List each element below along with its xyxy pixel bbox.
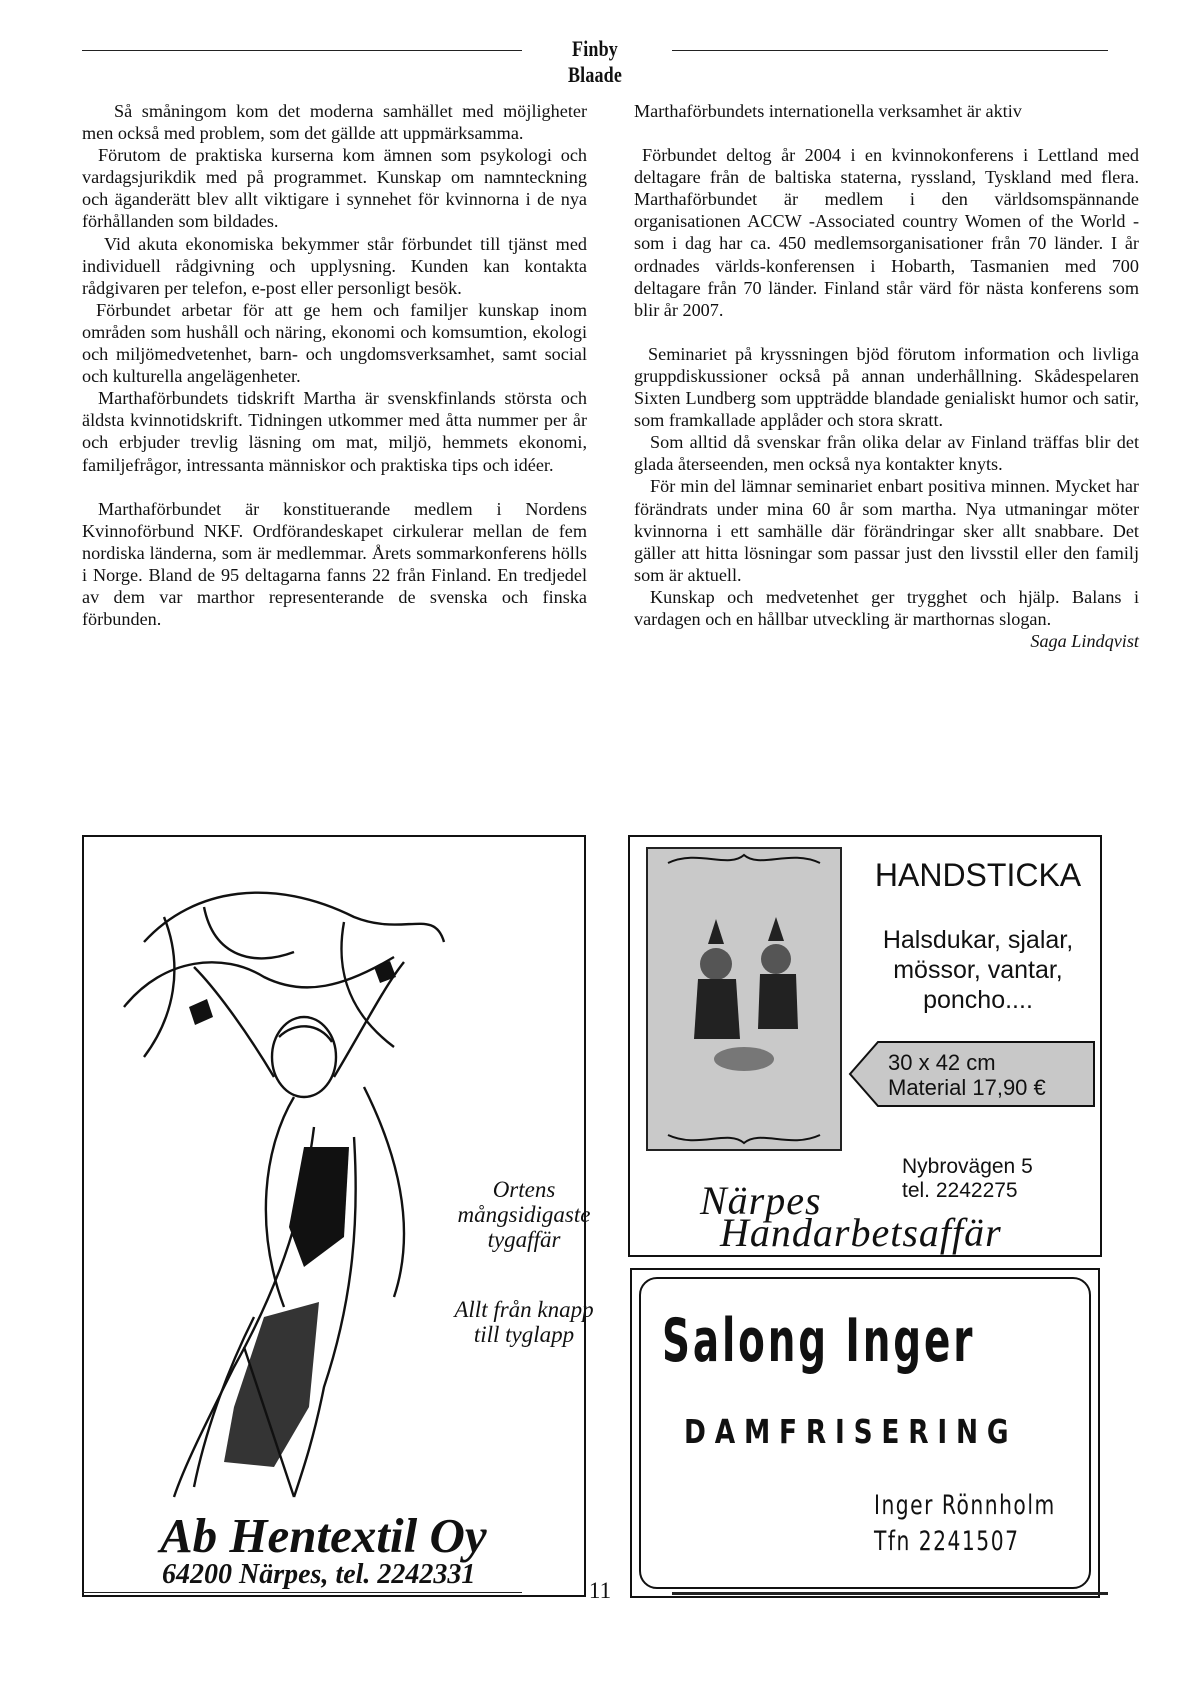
right-paragraph: Kunskap och medvetenhet ger trygghet och hjälp. Balans i vardagen och en hållbar utveckling är marthornas slogan. <box>634 586 1139 629</box>
right-column <box>634 100 1139 652</box>
signature: Saga Lindqvist <box>1030 631 1139 652</box>
footer-rule-left <box>82 1592 522 1593</box>
narpes-logo-line2: Handarbetsaffär <box>720 1210 1002 1255</box>
hentextil-tagline-2: Allt från knapp till tyglapp <box>454 1297 594 1347</box>
handsticka-price-tag: 30 x 42 cm Material 17,90 € <box>848 1040 1096 1108</box>
hentextil-tagline-1: Ortens mångsidigaste tygaffär <box>457 1177 591 1252</box>
woman-with-fabrics-illustration <box>104 847 464 1507</box>
left-column <box>82 100 587 630</box>
handsticka-address: Nybrovägen 5 tel. 2242275 <box>902 1155 1033 1202</box>
left-paragraph: Förbundet arbetar för att ge hem och familjer kunskap inom områden som hushåll och näring, ekonomi och komsumtion, ekologi och miljömedvetenhet, barn- och ungdomsverksamhet, samt social och kulturella angelägenheter. <box>82 299 587 387</box>
left-paragraph: Marthaförbundet är konstituerande medlem i Nordens Kvinnoförbund NKF. Ordförandeskapet cirkulerar mellan de fem nordiska länderna, som är medlemmar. Årets sommarkonferens hölls i Norge. Bland de 95 deltagarna fanns 22 från Finland. En tredjedel av dem var marthor representerande de svenska och finska förbunden. <box>82 498 587 630</box>
header-title: Finby Blaade <box>567 36 623 87</box>
left-paragraph: Marthaförbundets tidskrift Martha är svenskfinlands största och äldsta kvinnotidskrift. Tidningen utkommer med åtta nummer per år och erbjuder trevlig läsning om mat, miljö, hemmets ekonomi, familjefrågor, intressanta människor och praktiska tips och idéer. <box>82 388 587 475</box>
hentextil-name: Ab Hentextil Oy <box>160 1508 487 1563</box>
header-rule-right <box>672 50 1108 51</box>
right-paragraph: Som alltid då svenskar från olika delar av Finland träffas blir det glada återseenden, men också nya kontakter knyts. <box>634 432 1139 475</box>
salong-name: Salong Inger <box>662 1306 976 1376</box>
salong-inger-ad <box>630 1268 1100 1598</box>
handsticka-ad <box>628 835 1102 1257</box>
left-paragraph: Förutom de praktiska kurserna kom ämnen som psykologi och vardagsjurikdik med på programmet. Kunskap om namnteckning och äganderätt blev allt viktigare i synnehet för kvinnorna i de nya förhållanden som bildades. <box>82 145 587 232</box>
embroidery-picture <box>646 847 842 1151</box>
left-paragraph: Så småningom kom det moderna samhället med möjligheter men också med problem, som det gällde att uppmärksamma. <box>82 101 587 144</box>
handsticka-items: Halsdukar, sjalar, mössor, vantar, poncho.... <box>882 926 1074 1014</box>
salong-subtitle: DAMFRISERING <box>684 1412 1018 1451</box>
hentextil-address: 64200 Närpes, tel. 2242331 <box>162 1559 476 1590</box>
header-rule-left <box>82 50 522 51</box>
footer-rule-right <box>672 1592 1108 1595</box>
right-heading: Marthaförbundets internationella verksamhet är aktiv <box>634 101 1022 121</box>
right-paragraph: Förbundet deltog år 2004 i en kvinnokonferens i Lettland med deltagare från de baltiska staterna, ryssland, Tyskland med flera. Marthaförbundet är medlem i den världsomspännande organisationen ACCW -Associated country Women of the World - som i dag har ca. 450 medlemsorganisationer från 70 länder. I år ordnades världs-konferensen i Hobarth, Tasmanien med 700 deltagare från 70 länder. Finland står värd för nästa konferens som blir år 2007. <box>634 145 1139 320</box>
narpes-logo-line1: Närpes <box>700 1178 822 1223</box>
handsticka-title: HANDSTICKA <box>874 857 1082 893</box>
salong-contact: Inger Rönnholm Tfn 2241507 <box>874 1490 1056 1557</box>
right-paragraph: Seminariet på kryssningen bjöd förutom information och livliga gruppdiskussioner också på annan underhållning. Skådespelaren Sixten Lundberg som uppträdde blandade genialiskt humor och satir, som framkallade applåder och stora skratt. <box>634 343 1139 431</box>
page-number: 11 <box>588 1578 612 1603</box>
hentextil-ad <box>82 835 594 1597</box>
right-paragraph: För min del lämnar seminariet enbart positiva minnen. Mycket har förändrats under mina 60 år som martha. Nya utmaningar möter kvinnorna i ett samhälle där förändringar sker allt snabbare. Det gäller att hitta lösningar som passar just den livsstil eller den familj som är aktuell. <box>634 476 1139 585</box>
left-paragraph: Vid akuta ekonomiska bekymmer står förbundet till tjänst med individuell rådgivning och upplysning. Kunden kan kontakta rådgivaren per telefon, e-post eller personligt besök. <box>82 233 587 298</box>
